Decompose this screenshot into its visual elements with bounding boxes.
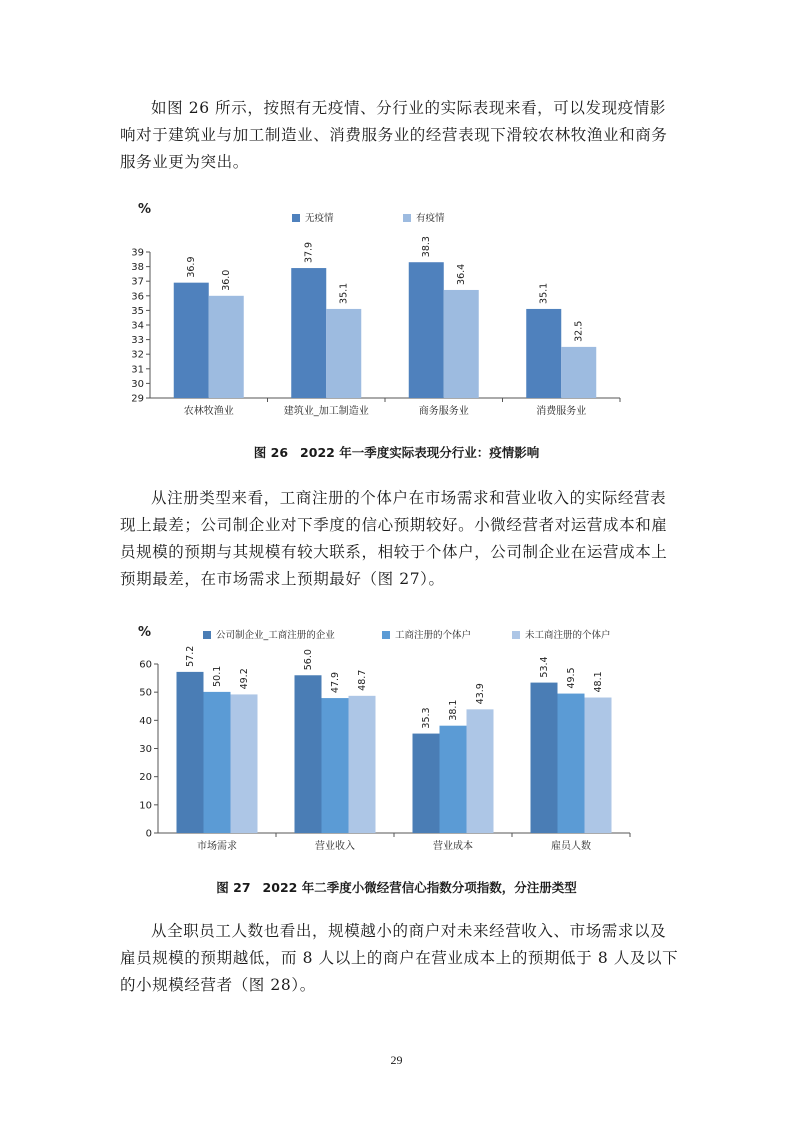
y-tick-label: 20	[139, 772, 152, 784]
y-tick-label: 10	[139, 800, 152, 812]
y-tick-label: 0	[145, 828, 152, 840]
legend-swatch	[403, 214, 411, 222]
caption-fig26	[0, 443, 793, 461]
caption-fig26-number: 图 26	[253, 445, 289, 460]
bar-value-label: 43.9	[475, 683, 486, 705]
bar-value-label: 57.2	[185, 645, 196, 667]
bar	[326, 309, 361, 398]
bar-value-label: 47.9	[330, 671, 341, 694]
bar-value-label: 53.4	[539, 656, 550, 678]
x-tick-label: 商务服务业	[418, 406, 469, 417]
paragraph-1: 如图 26 所示，按照有无疫情、分行业的实际表现来看，可以发现疫情影响对于建筑业与加工制造业、消费服务业的经营表现下滑较农林牧渔业和商务服务业更为突出。	[120, 99, 668, 171]
caption-fig27-title: 2022 年二季度小微经营信心指数分项指数，分注册类型	[262, 880, 577, 895]
bar-value-label: 56.0	[303, 649, 314, 671]
legend-label: 无疫情	[305, 213, 334, 224]
bar-value-label: 36.0	[221, 269, 233, 291]
bar	[209, 296, 244, 398]
y-tick-label: 30	[131, 378, 144, 390]
bar	[585, 698, 612, 833]
y-tick-label: 29	[131, 393, 144, 405]
bar	[444, 290, 479, 398]
caption-fig27-number: 图 27	[216, 880, 251, 895]
bar	[440, 726, 467, 833]
x-tick-label: 建筑业_加工制造业	[283, 406, 369, 417]
y-tick-label: 40	[139, 715, 152, 727]
page-number: 29	[390, 1053, 403, 1067]
bar	[531, 683, 558, 833]
x-tick-label: 市场需求	[197, 841, 237, 852]
bar-value-label: 35.3	[421, 707, 432, 729]
caption-fig27	[0, 878, 793, 896]
y-tick-label: 60	[139, 659, 152, 671]
chart-fig26	[120, 195, 640, 430]
bar-value-label: 35.1	[338, 282, 350, 304]
bar-value-label: 48.7	[357, 669, 368, 691]
y-tick-label: 38	[131, 262, 144, 274]
bar-value-label: 35.1	[538, 282, 550, 304]
bar-value-label: 49.2	[239, 668, 250, 690]
bar	[467, 709, 494, 833]
legend-label: 工商注册的个体户	[395, 630, 472, 641]
y-tick-label: 30	[139, 744, 152, 755]
paragraph-3: 从全职员工人数也看出，规模越小的商户对未来经营收入、市场需求以及雇员规模的预期越低，而 8 人以上的商户在营业成本上的预期低于 8 人及以下的小规模经营者（图 28）。	[120, 922, 679, 994]
chart-fig27	[120, 618, 650, 858]
x-tick-label: 消费服务业	[536, 406, 587, 417]
bar	[295, 675, 322, 833]
caption-fig26-title: 2022 年一季度实际表现分行业：疫情影响	[300, 445, 540, 460]
x-tick-label: 雇员人数	[551, 841, 591, 852]
bar	[291, 268, 326, 398]
bar	[349, 696, 376, 833]
bar-value-label: 38.3	[421, 236, 433, 258]
paragraph-2: 从注册类型来看，工商注册的个体户在市场需求和营业收入的实际经营表现上最差；公司制企业对下季度的信心预期较好。小微经营者对运营成本和雇员规模的预期与其规模有较大联系，相较于个体户，公司制企业在运营成本上预期最差，在市场需求上预期最好（图 27）。	[120, 489, 668, 588]
bar	[204, 692, 231, 833]
bar	[413, 734, 440, 833]
y-tick-label: 36	[131, 291, 144, 303]
y-unit-label: %	[138, 202, 152, 217]
legend-swatch	[203, 631, 211, 639]
bar-value-label: 48.1	[593, 671, 604, 693]
y-tick-label: 39	[131, 247, 144, 259]
bar	[561, 347, 596, 398]
y-tick-label: 37	[131, 276, 144, 288]
legend-swatch	[512, 631, 520, 639]
legend-swatch	[292, 214, 300, 222]
y-tick-label: 50	[139, 687, 152, 699]
y-tick-label: 35	[131, 305, 144, 317]
x-tick-label: 营业收入	[315, 841, 355, 852]
bar-value-label: 50.1	[212, 665, 223, 687]
bar-value-label: 32.5	[573, 320, 585, 342]
y-tick-label: 31	[131, 364, 144, 376]
bar	[231, 694, 258, 833]
bar-value-label: 37.9	[303, 241, 315, 264]
legend-label: 有疫情	[416, 213, 445, 224]
bar-value-label: 49.5	[566, 667, 577, 689]
bar	[174, 283, 209, 398]
bar	[558, 694, 585, 833]
bar	[322, 698, 349, 833]
legend-label: 未工商注册的个体户	[525, 630, 611, 641]
y-unit-label: %	[138, 625, 152, 640]
x-tick-label: 农林牧渔业	[183, 406, 234, 417]
bar	[409, 262, 444, 398]
x-tick-label: 营业成本	[433, 841, 473, 852]
bar-value-label: 36.4	[456, 263, 468, 285]
y-tick-label: 34	[131, 320, 144, 332]
bar-value-label: 36.9	[186, 256, 198, 278]
legend-label: 公司制企业_工商注册的企业	[216, 630, 335, 641]
bar	[526, 309, 561, 398]
legend-swatch	[382, 631, 390, 639]
bar	[177, 672, 204, 833]
bar-value-label: 38.1	[448, 699, 459, 721]
y-tick-label: 33	[131, 335, 144, 347]
y-tick-label: 32	[131, 349, 144, 361]
